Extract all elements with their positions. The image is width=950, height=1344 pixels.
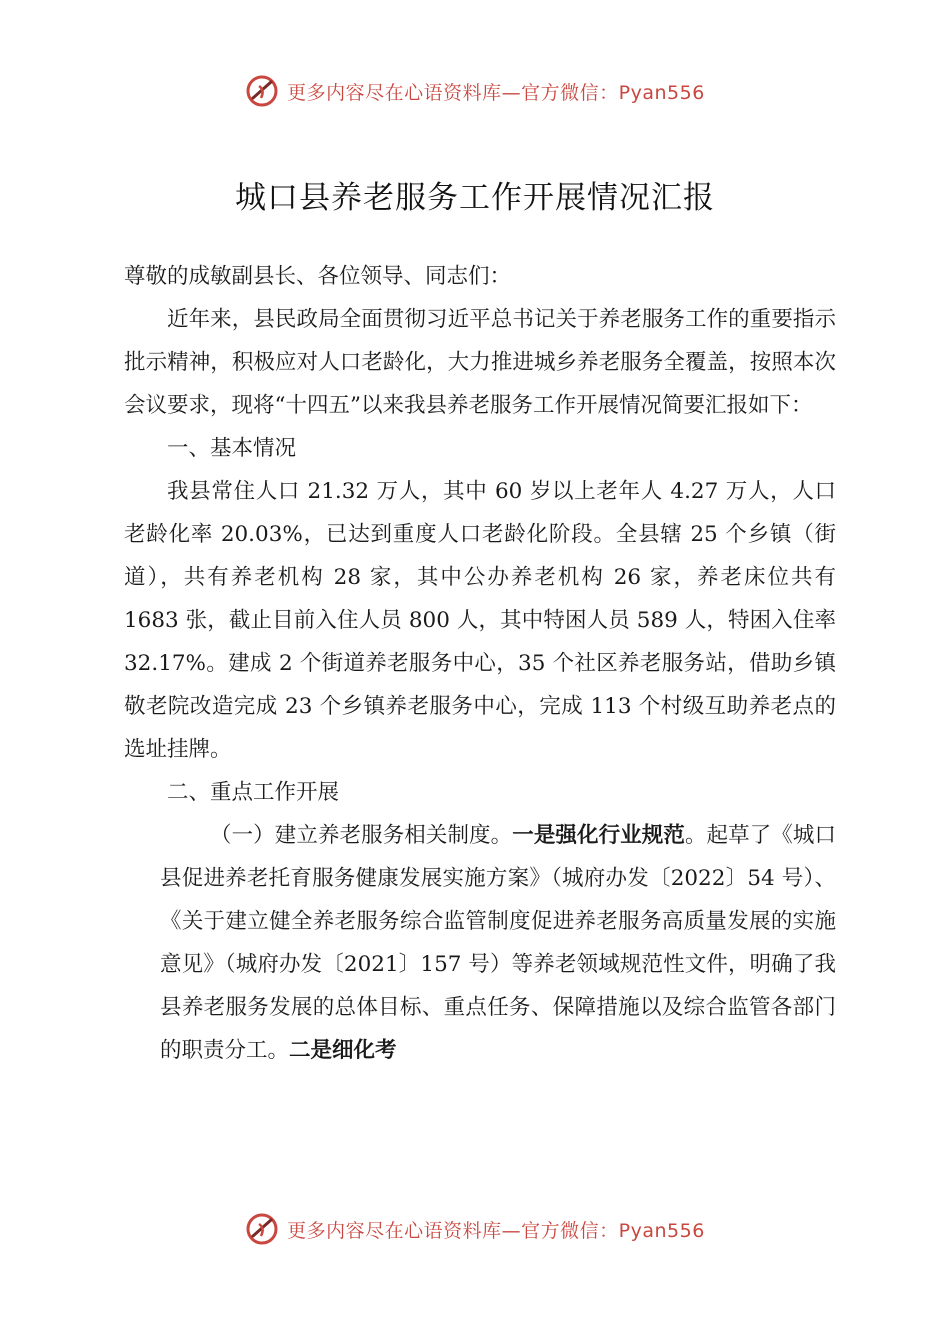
document-body [124, 255, 836, 1072]
section-1-body: 我县常住人口 21.32 万人，其中 60 岁以上老年人 4.27 万人，人口老龄化率 20.03%，已达到重度人口老龄化阶段。全县辖 25 个乡镇（街道），共有养老机构 28 家，其中公办养老机构 26 家，养老床位共有 1683 张，截止目前入住人员 800 人，其中特困人员 589 人，特困入住率 32.17%。建成 2 个街道养老服务中心，35 个社区养老服务站，借助乡镇敬老院改造完成 23 个乡镇养老服务中心，完成 113 个村级互助养老点的选址挂牌。 [124, 479, 836, 762]
section-2-sub-1 [124, 814, 836, 1072]
intro-paragraph: 近年来，县民政局全面贯彻习近平总书记关于养老服务工作的重要指示批示精神，积极应对人口老龄化，大力推进城乡养老服务全覆盖，按照本次会议要求，现将“十四五”以来我县养老服务工作开展情况简要汇报如下： [124, 307, 836, 418]
sub-1-heading: （一）建立养老服务相关制度。 [210, 823, 513, 848]
sub-1-point-1-text: 。起草了《城口县促进养老托育服务健康发展实施方案》（城府办发〔2022〕54 号）、《关于建立健全养老服务综合监管制度促进养老服务高质量发展的实施意见》（城府办发〔2021〕157 号）等养老领域规范性文件，明确了我县养老服务发展的总体目标、重点任务、保障措施以及综合监管各部门的职责分工。 [160, 823, 836, 1063]
section-1-heading: 一、基本情况 [167, 436, 297, 461]
document-title: 城口县养老服务工作开展情况汇报 [235, 180, 715, 216]
sub-1-point-2-label: 二是细化考 [289, 1038, 397, 1063]
salutation: 尊敬的成敏副县长、各位领导、同志们： [124, 264, 512, 289]
watermark-text: 更多内容尽在心语资料库—官方微信：Pyan556 [287, 1219, 705, 1242]
logo-icon [245, 74, 279, 108]
logo-icon [245, 1212, 279, 1246]
watermark-text: 更多内容尽在心语资料库—官方微信：Pyan556 [287, 81, 705, 104]
watermark-footer [0, 1212, 950, 1246]
sub-1-point-1-label: 一是强化行业规范 [512, 823, 685, 848]
section-2-heading: 二、重点工作开展 [167, 780, 340, 805]
watermark-header [0, 74, 950, 108]
